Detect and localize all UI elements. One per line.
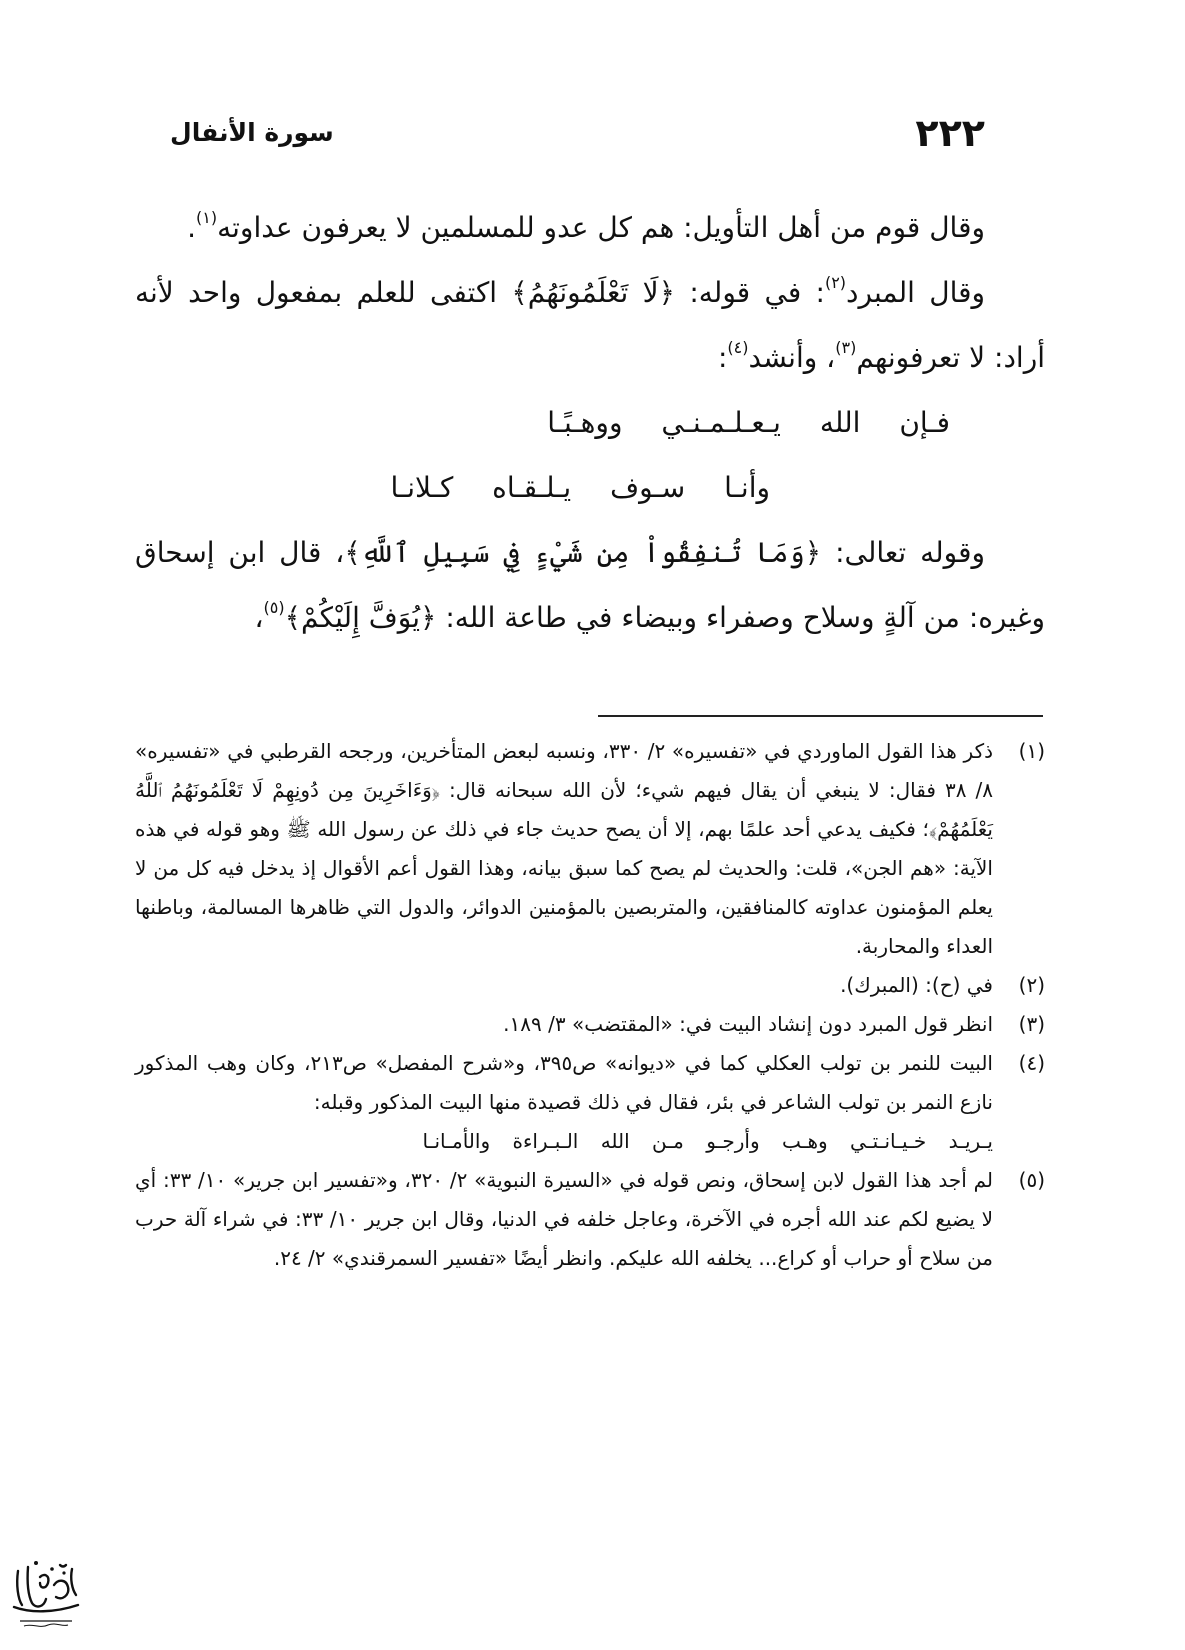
paragraph-3-end: ، bbox=[254, 601, 264, 634]
footnote-number: (٤) bbox=[1018, 1051, 1045, 1075]
surah-title: سورة الأنفال bbox=[170, 118, 334, 147]
quran-quote: ﴿يُوَفَّ إِلَيْكُمْ﴾ bbox=[284, 601, 437, 634]
paragraph-2-text-b: : في قوله: bbox=[675, 276, 825, 309]
paragraph-3-text-b: ، قال ابن إسحاق وغيره: من آلةٍ وسلاح وصفراء وبيضاء في طاعة الله: bbox=[135, 536, 1045, 634]
footnote-1 bbox=[135, 732, 1045, 966]
paragraph-3 bbox=[135, 520, 1045, 650]
footnote-number: (١) bbox=[1018, 739, 1045, 763]
paragraph-1 bbox=[135, 195, 1045, 260]
footnote-ref-5: (٥) bbox=[263, 598, 285, 617]
paragraph-2 bbox=[135, 260, 1045, 390]
paragraph-1-end: . bbox=[187, 211, 197, 244]
footnote-2 bbox=[135, 966, 1045, 1005]
footnote-number: (٣) bbox=[1018, 1012, 1045, 1036]
footnote-poetry-verse: يـريـد خـيـانـتـي وهـب وأرجـو مـن الله الـبـراءة والأمـانـا bbox=[422, 1129, 993, 1153]
footnote-ref-3: (٣) bbox=[835, 338, 857, 357]
footnote-ref-2: (٢) bbox=[824, 273, 847, 292]
footnote-text: ذكر هذا القول الماوردي في «تفسيره» ٢/ ٣٣٠، ونسبه لبعض المتأخرين، ورجحه القرطبي في «تفسيره» ٨/ ٣٨ فقال: لا ينبغي أن يقال فيهم شيء؛ لأن الله سبحانه قال: ﴿وَءَاخَرِينَ مِن دُونِهِمْ لَا تَعْلَمُونَهُمُ ٱللَّهُ يَعْلَمُهُمْ﴾؛ فكيف يدعي أحد علمًا بهم، إلا أن يصح حديث جاء في ذلك عن رسول الله ﷺ وهو قوله في هذه الآية: «هم الجن»، قلت: والحديث لم يصح كما سبق بيانه، وهذا القول أعم الأقوال إذ يدخل فيه كل من لا يعلم المؤمنون عداوته كالمنافقين، والمتربصين بالمؤمنين الدوائر، والدول التي ظاهرها المسالمة، وباطنها العداء والمحاربة. bbox=[135, 739, 993, 958]
paragraph-2-text-e: : bbox=[717, 341, 728, 374]
page-number: ٢٢٢ bbox=[915, 111, 985, 155]
poetry-verse-second-hemistich: وأنـا سـوف يـلـقـاه كـلانـا bbox=[390, 471, 770, 504]
paragraph-3-text-a: وقوله تعالى: bbox=[821, 536, 985, 569]
footnote-divider bbox=[598, 715, 1043, 717]
footnote-5 bbox=[135, 1161, 1045, 1278]
footnote-text: في (ح): (المبرك). bbox=[840, 973, 993, 997]
footnote-text: انظر قول المبرد دون إنشاد البيت في: «المقتضب» ٣/ ١٨٩. bbox=[503, 1012, 993, 1036]
paragraph-2-text-c: اكتفى للعلم بمفعول واحد لأنه أراد: لا تعرفونهم bbox=[135, 276, 1045, 374]
paragraph-2-text-a: وقال المبرد bbox=[846, 276, 986, 309]
running-head bbox=[170, 108, 985, 158]
paragraph-1-text: وقال قوم من أهل التأويل: هم كل عدو للمسلمين لا يعرفون عداوته bbox=[217, 211, 985, 244]
footnote-number: (٢) bbox=[1018, 973, 1045, 997]
main-text bbox=[135, 195, 1045, 650]
footnote-text: لم أجد هذا القول لابن إسحاق، ونص قوله في «السيرة النبوية» ٢/ ٣٢٠، و«تفسير ابن جرير» ١٠/ ٣٣: أي لا يضيع لكم عند الله أجره في الآخرة، وعاجل خلفه في الدنيا، وقال ابن جرير ١٠/ ٣٣: في شراء آلة حرب من سلاح أو حراب أو كراع... يخلفه الله عليكم. وانظر أيضًا «تفسير السمرقندي» ٢/ ٢٤. bbox=[135, 1168, 993, 1270]
footnote-3 bbox=[135, 1005, 1045, 1044]
footnotes bbox=[135, 732, 1045, 1278]
paragraph-2-text-d: ، وأنشد bbox=[748, 341, 836, 374]
almoshaf-calligraphy-logo-icon bbox=[10, 1555, 82, 1633]
footnote-ref-4: (٤) bbox=[727, 338, 749, 357]
quran-quote: ﴿لَا تَعْلَمُونَهُمُ﴾ bbox=[511, 276, 676, 309]
poetry-verse-first-hemistich: فـإن الله يـعـلـمـنـي ووهـبًـا bbox=[547, 406, 950, 439]
footnote-ref-1: (١) bbox=[196, 208, 218, 227]
footnote-4 bbox=[135, 1044, 1045, 1122]
footnote-text: البيت للنمر بن تولب العكلي كما في «ديوانه» ص٣٩٥، و«شرح المفصل» ص٢١٣، وكان وهب المذكور نازع النمر بن تولب الشاعر في بئر، فقال في ذلك قصيدة منها البيت المذكور وقبله: bbox=[135, 1051, 993, 1114]
quran-quote: ﴿وَمَا تُنفِقُواْ مِن شَيْءٍ فِي سَبِيلِ ٱللَّهِ﴾ bbox=[344, 536, 822, 569]
footnote-number: (٥) bbox=[1018, 1168, 1045, 1192]
